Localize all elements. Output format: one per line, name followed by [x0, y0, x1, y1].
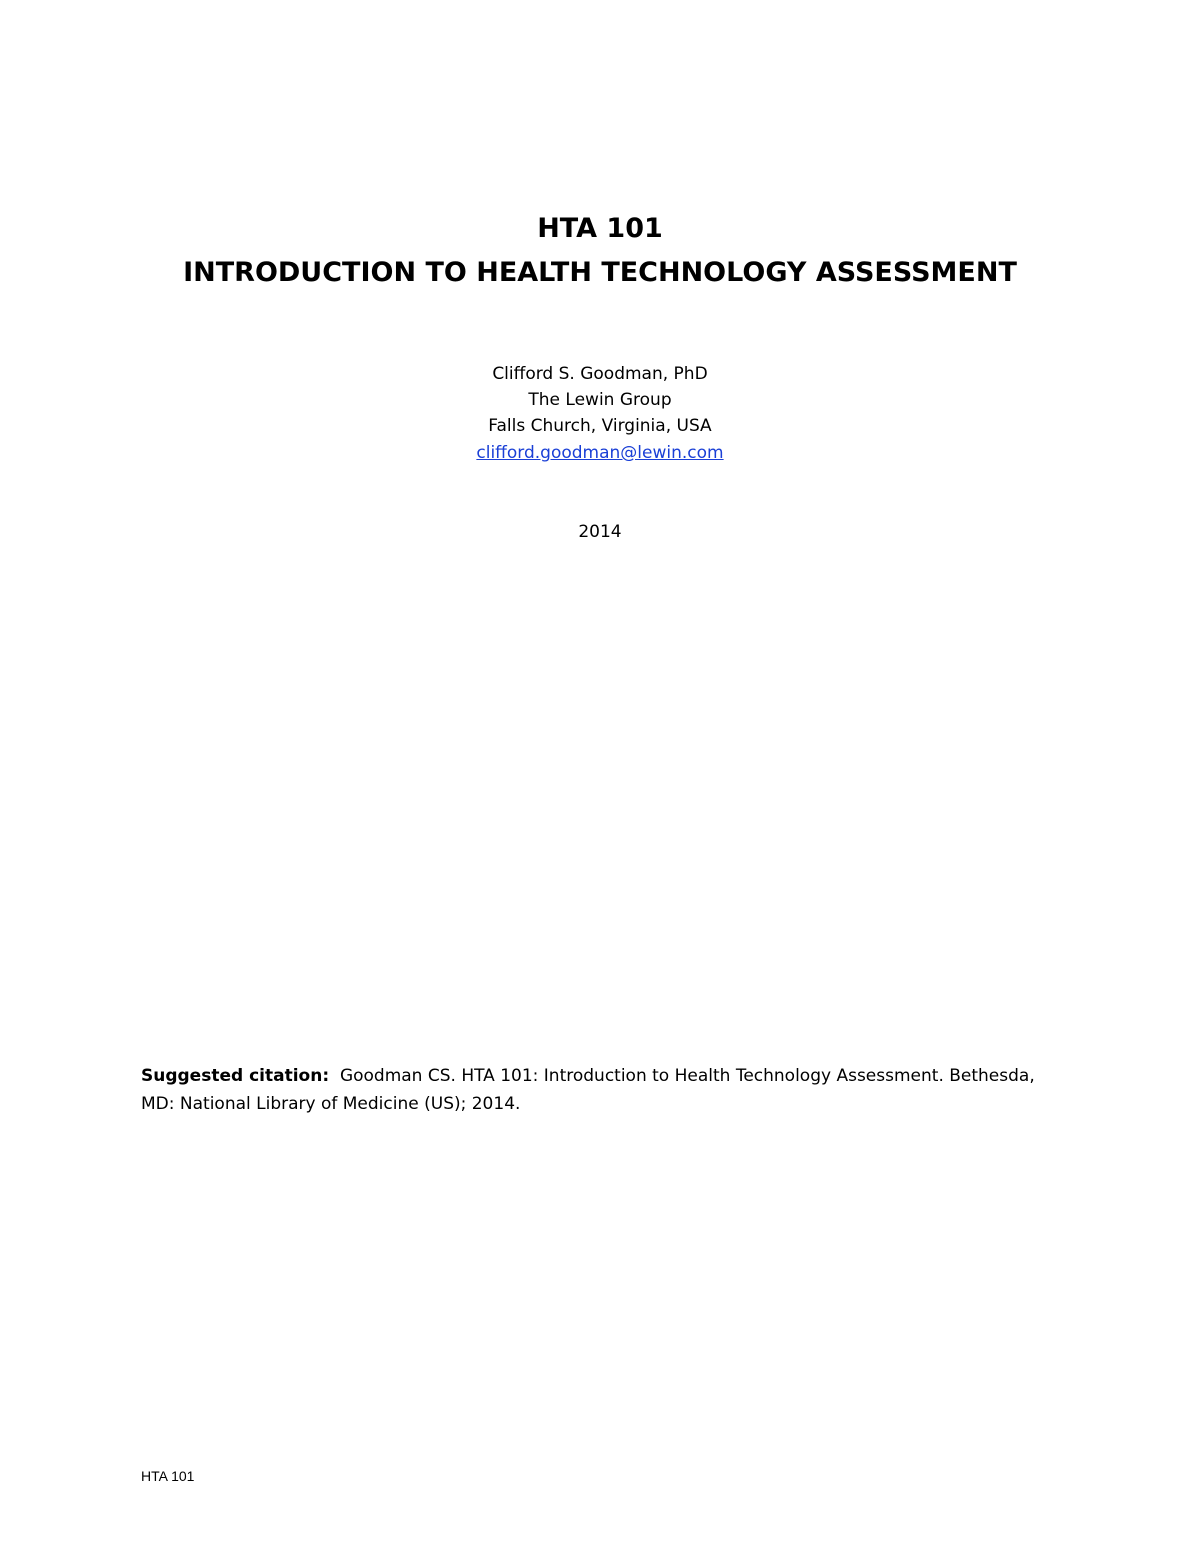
citation-text: Goodman CS. HTA 101: Introduction to Health Technology Assessment. Bethesda, MD: National Library of Medicine (US); 2014. [141, 1066, 1035, 1114]
page-footer: HTA 101 [141, 1468, 195, 1484]
suggested-citation [141, 1062, 1061, 1118]
publication-year: 2014 [578, 522, 622, 542]
author-organization: The Lewin Group [528, 390, 672, 410]
author-name: Clifford S. Goodman, PhD [492, 364, 708, 384]
document-subtitle: INTRODUCTION TO HEALTH TECHNOLOGY ASSESSMENT [183, 257, 1017, 288]
author-location: Falls Church, Virginia, USA [488, 416, 712, 436]
author-email-container [0, 440, 1200, 466]
citation-label: Suggested citation: [141, 1066, 330, 1086]
document-title: HTA 101 [537, 213, 663, 244]
author-email-link[interactable]: clifford.goodman@lewin.com [476, 443, 724, 463]
